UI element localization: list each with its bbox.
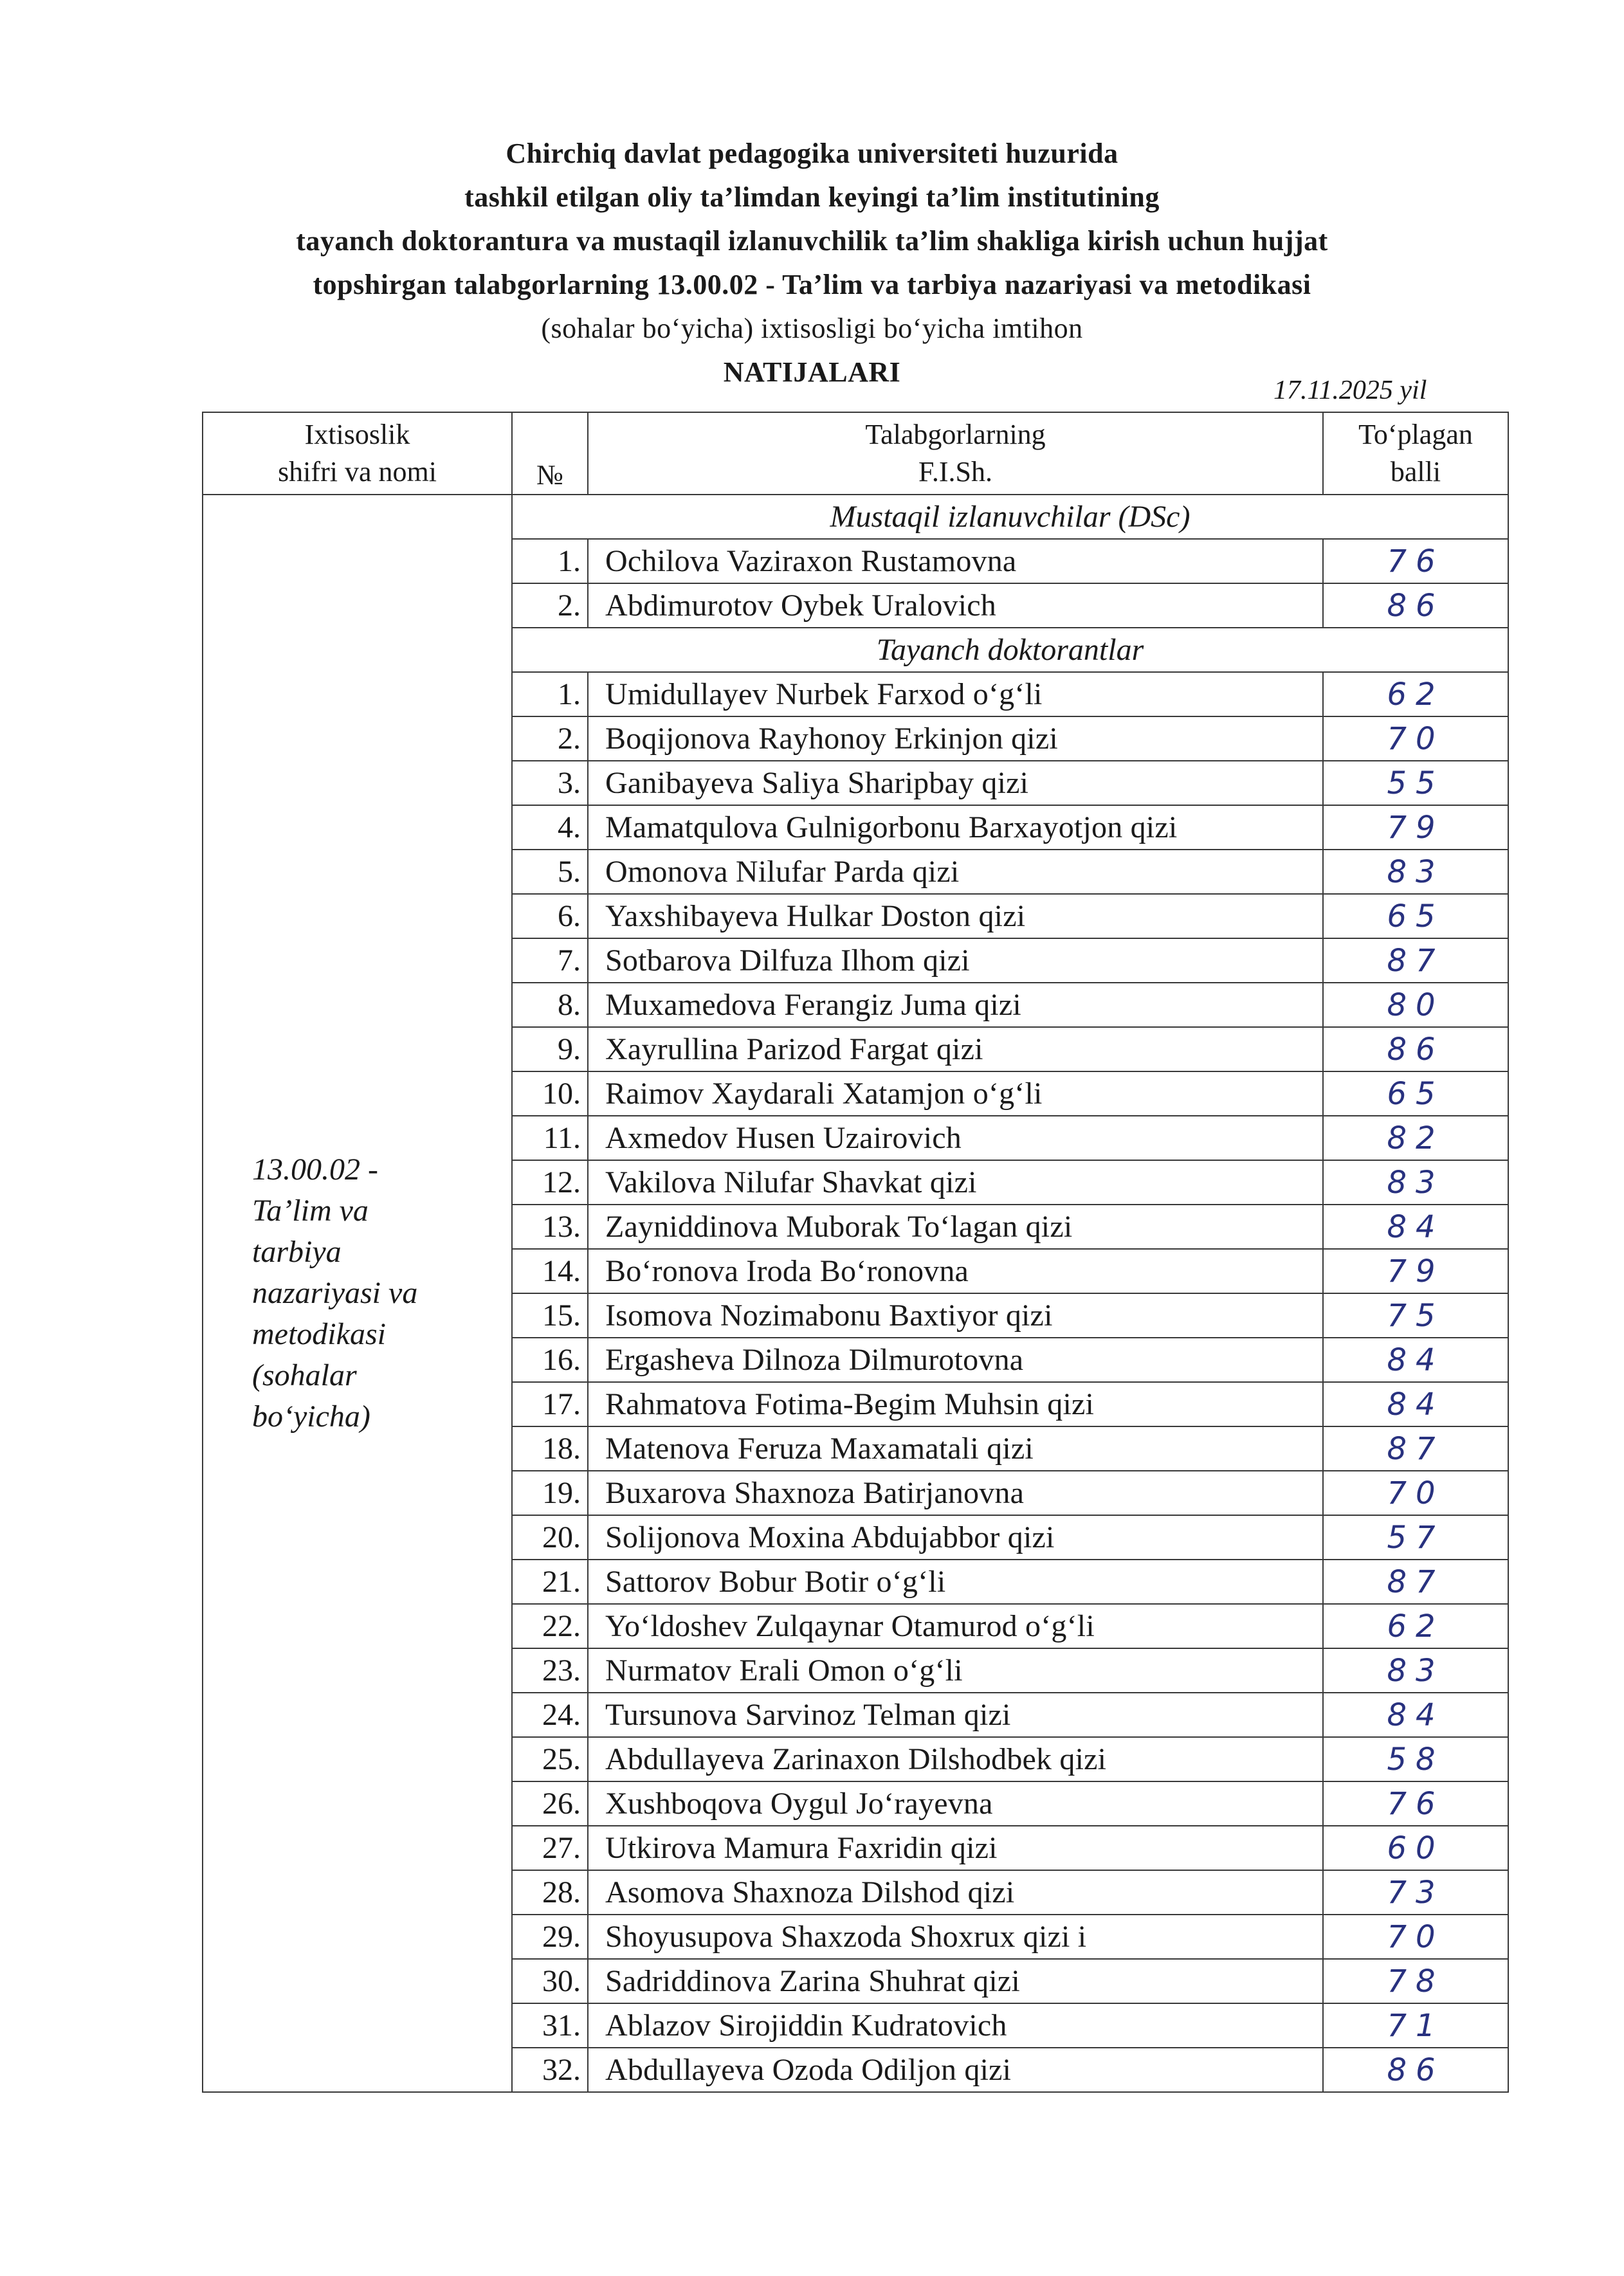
document-title [0,132,1624,394]
row-number: 22. [512,1604,588,1648]
handwritten-score: 87 [1323,1426,1508,1471]
handwritten-score: 84 [1323,1382,1508,1426]
specialty-line6: (sohalar [252,1358,357,1392]
handwritten-score: 87 [1323,1560,1508,1604]
handwritten-score: 80 [1323,983,1508,1027]
row-number: 28. [512,1870,588,1915]
candidate-name: Shoyusupova Shaxzoda Shoxrux qizi i [588,1915,1323,1959]
specialty-line5: metodikasi [252,1317,386,1351]
title-line-6: NATIJALARI [723,356,901,388]
row-number: 25. [512,1737,588,1781]
handwritten-score: 76 [1323,1781,1508,1826]
candidate-name: Sattorov Bobur Botir o‘g‘li [588,1560,1323,1604]
specialty-line4: nazariyasi va [252,1276,418,1310]
row-number: 13. [512,1205,588,1249]
title-line-5: (sohalar bo‘yicha) ixtisosligi bo‘yicha imtihon [541,313,1083,344]
handwritten-score: 79 [1323,1249,1508,1293]
handwritten-score: 75 [1323,1293,1508,1338]
candidate-name: Boqijonova Rayhonoy Erkinjon qizi [588,716,1323,761]
title-line-2: tashkil etilgan oliy ta’limdan keyingi ta’lim institutining [464,181,1160,213]
specialty-cell [203,495,512,2092]
row-number: 21. [512,1560,588,1604]
specialty-line2: Ta’lim va [252,1194,369,1228]
handwritten-score: 65 [1323,1071,1508,1116]
candidate-name: Utkirova Mamura Faxridin qizi [588,1826,1323,1870]
candidate-name: Abdullayeva Zarinaxon Dilshodbek qizi [588,1737,1323,1781]
header-name-line2: F.I.Sh. [918,456,993,487]
handwritten-score: 87 [1323,938,1508,983]
candidate-name: Axmedov Husen Uzairovich [588,1116,1323,1160]
group-header-row [203,495,1508,539]
row-number: 26. [512,1781,588,1826]
header-specialty-line1: Ixtisoslik [304,419,410,450]
candidate-name: Umidullayev Nurbek Farxod o‘g‘li [588,672,1323,716]
handwritten-score: 58 [1323,1737,1508,1781]
row-number: 31. [512,2003,588,2048]
candidate-name: Ochilova Vaziraxon Rustamovna [588,539,1323,583]
handwritten-score: 70 [1323,716,1508,761]
candidate-name: Buxarova Shaxnoza Batirjanovna [588,1471,1323,1515]
handwritten-score: 71 [1323,2003,1508,2048]
handwritten-score: 84 [1323,1205,1508,1249]
header-name-line1: Talabgorlarning [865,419,1046,450]
row-number: 5. [512,850,588,894]
row-number: 20. [512,1515,588,1560]
specialty-line3: tarbiya [252,1235,342,1269]
row-number: 6. [512,894,588,938]
specialty-line7: bo‘yicha) [252,1399,370,1434]
row-number: 11. [512,1116,588,1160]
row-number: 4. [512,805,588,850]
row-number: 18. [512,1426,588,1471]
row-number: 1. [512,539,588,583]
header-number-label: № [536,459,563,491]
row-number: 24. [512,1693,588,1737]
handwritten-score: 79 [1323,805,1508,850]
candidate-name: Ergasheva Dilnoza Dilmurotovna [588,1338,1323,1382]
header-number [512,412,588,495]
results-table [202,412,1509,2093]
handwritten-score: 57 [1323,1515,1508,1560]
candidate-name: Ablazov Sirojiddin Kudratovich [588,2003,1323,2048]
handwritten-score: 78 [1323,1959,1508,2003]
handwritten-score: 86 [1323,583,1508,628]
header-score [1323,412,1508,495]
handwritten-score: 62 [1323,1604,1508,1648]
table-header-row [203,412,1508,495]
document-date: 17.11.2025 yil [1273,376,1427,405]
row-number: 3. [512,761,588,805]
candidate-name: Abdimurotov Oybek Uralovich [588,583,1323,628]
candidate-name: Vakilova Nilufar Shavkat qizi [588,1160,1323,1205]
row-number: 15. [512,1293,588,1338]
candidate-name: Sotbarova Dilfuza Ilhom qizi [588,938,1323,983]
candidate-name: Yo‘ldoshev Zulqaynar Otamurod o‘g‘li [588,1604,1323,1648]
handwritten-score: 60 [1323,1826,1508,1870]
candidate-name: Sadriddinova Zarina Shuhrat qizi [588,1959,1323,2003]
row-number: 19. [512,1471,588,1515]
row-number: 14. [512,1249,588,1293]
row-number: 2. [512,583,588,628]
candidate-name: Xayrullina Parizod Fargat qizi [588,1027,1323,1071]
candidate-name: Rahmatova Fotima-Begim Muhsin qizi [588,1382,1323,1426]
candidate-name: Omonova Nilufar Parda qizi [588,850,1323,894]
handwritten-score: 73 [1323,1870,1508,1915]
group-title: Tayanch doktorantlar [512,628,1508,672]
row-number: 29. [512,1915,588,1959]
candidate-name: Zayniddinova Muborak To‘lagan qizi [588,1205,1323,1249]
candidate-name: Isomova Nozimabonu Baxtiyor qizi [588,1293,1323,1338]
row-number: 1. [512,672,588,716]
row-number: 10. [512,1071,588,1116]
candidate-name: Solijonova Moxina Abdujabbor qizi [588,1515,1323,1560]
row-number: 17. [512,1382,588,1426]
candidate-name: Ganibayeva Saliya Sharipbay qizi [588,761,1323,805]
row-number: 30. [512,1959,588,2003]
handwritten-score: 84 [1323,1693,1508,1737]
handwritten-score: 70 [1323,1471,1508,1515]
candidate-name: Raimov Xaydarali Xatamjon o‘g‘li [588,1071,1323,1116]
row-number: 27. [512,1826,588,1870]
candidate-name: Nurmatov Erali Omon o‘g‘li [588,1648,1323,1693]
candidate-name: Abdullayeva Ozoda Odiljon qizi [588,2048,1323,2092]
handwritten-score: 76 [1323,539,1508,583]
candidate-name: Asomova Shaxnoza Dilshod qizi [588,1870,1323,1915]
table-body [203,495,1508,2092]
specialty-line1: 13.00.02 - [252,1152,378,1187]
candidate-name: Mamatqulova Gulnigorbonu Barxayotjon qizi [588,805,1323,850]
title-line-3: tayanch doktorantura va mustaqil izlanuvchilik ta’lim shakliga kirish uchun hujjat [296,225,1328,257]
row-number: 7. [512,938,588,983]
row-number: 32. [512,2048,588,2092]
title-line-1: Chirchiq davlat pedagogika universiteti huzurida [506,138,1118,169]
header-specialty [203,412,512,495]
candidate-name: Yaxshibayeva Hulkar Doston qizi [588,894,1323,938]
candidate-name: Tursunova Sarvinoz Telman qizi [588,1693,1323,1737]
handwritten-score: 84 [1323,1338,1508,1382]
candidate-name: Muxamedova Ferangiz Juma qizi [588,983,1323,1027]
handwritten-score: 65 [1323,894,1508,938]
handwritten-score: 86 [1323,1027,1508,1071]
row-number: 12. [512,1160,588,1205]
group-title: Mustaqil izlanuvchilar (DSc) [512,495,1508,539]
header-name [588,412,1323,495]
header-specialty-line2: shifri va nomi [278,456,437,487]
title-line-4: topshirgan talabgorlarning 13.00.02 - Ta’lim va tarbiya nazariyasi va metodikasi [313,269,1311,300]
handwritten-score: 55 [1323,761,1508,805]
row-number: 23. [512,1648,588,1693]
candidate-name: Matenova Feruza Maxamatali qizi [588,1426,1323,1471]
header-score-line1: To‘plagan [1358,419,1473,450]
handwritten-score: 82 [1323,1116,1508,1160]
row-number: 2. [512,716,588,761]
row-number: 9. [512,1027,588,1071]
handwritten-score: 70 [1323,1915,1508,1959]
handwritten-score: 83 [1323,850,1508,894]
row-number: 16. [512,1338,588,1382]
row-number: 8. [512,983,588,1027]
header-score-line2: balli [1390,456,1441,487]
candidate-name: Bo‘ronova Iroda Bo‘ronovna [588,1249,1323,1293]
handwritten-score: 62 [1323,672,1508,716]
handwritten-score: 83 [1323,1648,1508,1693]
candidate-name: Xushboqova Oygul Jo‘rayevna [588,1781,1323,1826]
handwritten-score: 83 [1323,1160,1508,1205]
handwritten-score: 86 [1323,2048,1508,2092]
